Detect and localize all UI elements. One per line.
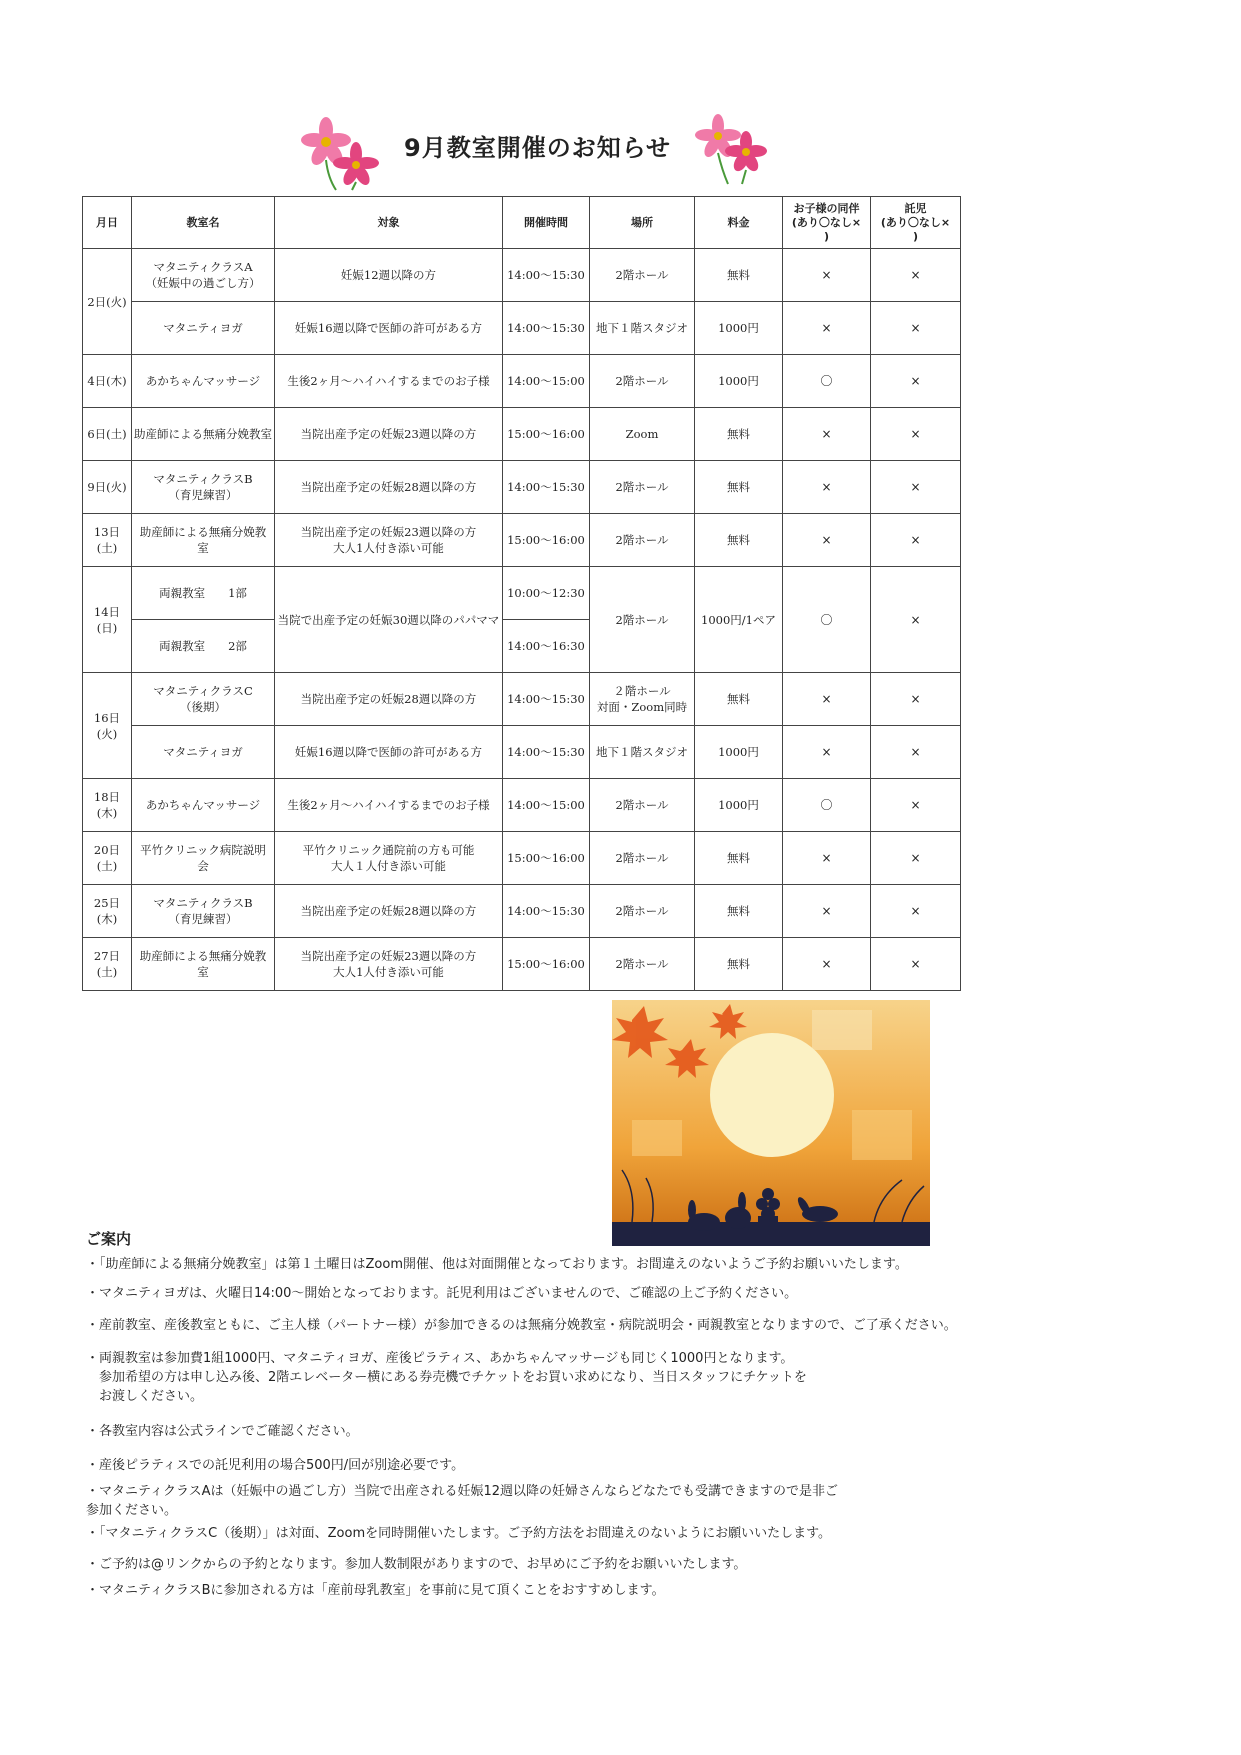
column-header: 月日 (83, 197, 132, 249)
class-name-cell: あかちゃんマッサージ (132, 779, 275, 832)
autumn-moon-illustration (612, 1000, 930, 1246)
target-cell: 生後2ヶ月～ハイハイするまでのお子様 (275, 355, 503, 408)
child-cell: × (783, 938, 871, 991)
place-cell: 2階ホール (590, 514, 695, 567)
class-name-cell: マタニティクラスB （育児練習） (132, 885, 275, 938)
page-title: 9月教室開催のお知らせ (404, 134, 671, 162)
cosmos-flower-right-icon (692, 108, 772, 188)
fee-cell: 無料 (695, 673, 783, 726)
fee-cell: 無料 (695, 938, 783, 991)
table-row (83, 567, 961, 620)
time-cell: 14:00～15:30 (503, 673, 590, 726)
column-header: 開催時間 (503, 197, 590, 249)
place-cell: 2階ホール (590, 355, 695, 408)
note-item: ・両親教室は参加費1組1000円、マタニティヨガ、産後ピラティス、あかちゃんマッサージも同じく1000円となります。 参加希望の方は申し込み後、2階エレベーター横にある券売機でチケットをお買い求めになり、当日スタッフにチケットを お渡しください。 (86, 1351, 807, 1404)
time-cell: 14:00～15:30 (503, 302, 590, 355)
child-cell: × (783, 514, 871, 567)
place-cell: 2階ホール (590, 832, 695, 885)
childcare-cell: × (871, 832, 961, 885)
childcare-cell: × (871, 514, 961, 567)
target-cell: 妊娠16週以降で医師の許可がある方 (275, 726, 503, 779)
class-name-cell: マタニティヨガ (132, 302, 275, 355)
target-cell: 当院出産予定の妊娠28週以降の方 (275, 673, 503, 726)
table-row (83, 885, 961, 938)
column-header: 料金 (695, 197, 783, 249)
childcare-cell: × (871, 938, 961, 991)
table-row (83, 779, 961, 832)
date-cell: 2日(火) (83, 249, 132, 355)
place-cell: 地下１階スタジオ (590, 726, 695, 779)
target-cell: 当院で出産予定の妊娠30週以降のパパママ (275, 567, 503, 673)
fee-cell: 無料 (695, 885, 783, 938)
cosmos-flower-left-icon (296, 112, 386, 192)
target-cell: 妊娠12週以降の方 (275, 249, 503, 302)
fee-cell: 1000円 (695, 779, 783, 832)
target-cell: 当院出産予定の妊娠28週以降の方 (275, 461, 503, 514)
note-item: ・「マタニティクラスC（後期）」は対面、Zoomを同時開催いたします。ご予約方法をお間違えのないようにお願いいたします。 (86, 1526, 832, 1541)
column-header: 託児 (あり〇なし× ) (871, 197, 961, 249)
place-cell: 2階ホール (590, 567, 695, 673)
childcare-cell: × (871, 885, 961, 938)
fee-cell: 無料 (695, 832, 783, 885)
time-cell: 14:00～15:00 (503, 779, 590, 832)
child-cell: × (783, 408, 871, 461)
table-row (83, 514, 961, 567)
table-row (83, 355, 961, 408)
place-cell: 2階ホール (590, 461, 695, 514)
childcare-cell: × (871, 673, 961, 726)
place-cell: 2階ホール (590, 249, 695, 302)
table-row (83, 249, 961, 302)
time-cell: 14:00～15:30 (503, 726, 590, 779)
note-item: ・産後ピラティスでの託児利用の場合500円/回が別途必要です。 (86, 1458, 465, 1473)
class-name-cell: マタニティクラスA （妊娠中の過ごし方） (132, 249, 275, 302)
class-name-cell: マタニティヨガ (132, 726, 275, 779)
column-header: お子様の同伴 (あり〇なし× ) (783, 197, 871, 249)
time-cell: 15:00～16:00 (503, 514, 590, 567)
table-row (83, 673, 961, 726)
notes-section (86, 1228, 1206, 1600)
note-item: ・ご予約は@リンクからの予約となります。参加人数制限がありますので、お早めにご予約をお願いいたします。 (86, 1557, 747, 1572)
childcare-cell: × (871, 249, 961, 302)
time-cell: 14:00～15:30 (503, 249, 590, 302)
note-item: ・「助産師による無痛分娩教室」は第１土曜日はZoom開催、他は対面開催となっております。お間違えのないようご予約お願いいたします。 (86, 1257, 908, 1272)
target-cell: 当院出産予定の妊娠23週以降の方 大人1人付き添い可能 (275, 938, 503, 991)
fee-cell: 無料 (695, 249, 783, 302)
child-cell: × (783, 461, 871, 514)
target-cell: 当院出産予定の妊娠23週以降の方 (275, 408, 503, 461)
date-cell: 18日(木) (83, 779, 132, 832)
column-header: 場所 (590, 197, 695, 249)
class-name-cell: 両親教室 1部 (132, 567, 275, 620)
child-cell: × (783, 726, 871, 779)
note-item: ・各教室内容は公式ラインでご確認ください。 (86, 1424, 359, 1439)
childcare-cell: × (871, 461, 961, 514)
notes-heading: ご案内 (86, 1230, 132, 1248)
date-cell: 14日(日) (83, 567, 132, 673)
childcare-cell: × (871, 408, 961, 461)
date-cell: 27日(土) (83, 938, 132, 991)
class-name-cell: 平竹クリニック病院説明 会 (132, 832, 275, 885)
table-row (83, 726, 961, 779)
target-cell: 当院出産予定の妊娠23週以降の方 大人1人付き添い可能 (275, 514, 503, 567)
table-row (83, 832, 961, 885)
class-name-cell: 助産師による無痛分娩教 室 (132, 938, 275, 991)
fee-cell: 無料 (695, 461, 783, 514)
class-name-cell: あかちゃんマッサージ (132, 355, 275, 408)
place-cell: 2階ホール (590, 885, 695, 938)
class-name-cell: 両親教室 2部 (132, 620, 275, 673)
time-cell: 14:00～15:30 (503, 885, 590, 938)
table-row (83, 938, 961, 991)
target-cell: 当院出産予定の妊娠28週以降の方 (275, 885, 503, 938)
child-cell: 〇 (783, 567, 871, 673)
class-name-cell: マタニティクラスC （後期） (132, 673, 275, 726)
place-cell: 2階ホール (590, 938, 695, 991)
table-row (83, 408, 961, 461)
time-cell: 14:00～16:30 (503, 620, 590, 673)
table-row (83, 461, 961, 514)
fee-cell: 無料 (695, 514, 783, 567)
class-name-cell: 助産師による無痛分娩教室 (132, 408, 275, 461)
childcare-cell: × (871, 567, 961, 673)
column-header: 教室名 (132, 197, 275, 249)
column-header: 対象 (275, 197, 503, 249)
date-cell: 16日(火) (83, 673, 132, 779)
child-cell: × (783, 249, 871, 302)
fee-cell: 1000円 (695, 355, 783, 408)
time-cell: 10:00～12:30 (503, 567, 590, 620)
childcare-cell: × (871, 302, 961, 355)
place-cell: 地下１階スタジオ (590, 302, 695, 355)
date-cell: 20日(土) (83, 832, 132, 885)
child-cell: × (783, 302, 871, 355)
note-item: ・マタニティクラスBに参加される方は「産前母乳教室」を事前に見て頂くことをおすすめします。 (86, 1583, 665, 1598)
time-cell: 15:00～16:00 (503, 408, 590, 461)
time-cell: 14:00～15:00 (503, 355, 590, 408)
date-cell: 13日(土) (83, 514, 132, 567)
child-cell: 〇 (783, 779, 871, 832)
childcare-cell: × (871, 779, 961, 832)
fee-cell: 1000円 (695, 302, 783, 355)
note-item: ・産前教室、産後教室ともに、ご主人様（パートナー様）が参加できるのは無痛分娩教室・病院説明会・両親教室となりますので、ご了承ください。 (86, 1318, 957, 1333)
child-cell: × (783, 673, 871, 726)
class-name-cell: 助産師による無痛分娩教 室 (132, 514, 275, 567)
date-cell: 25日(木) (83, 885, 132, 938)
place-cell: ２階ホール 対面・Zoom同時 (590, 673, 695, 726)
target-cell: 生後2ヶ月～ハイハイするまでのお子様 (275, 779, 503, 832)
place-cell: Zoom (590, 408, 695, 461)
date-cell: 9日(火) (83, 461, 132, 514)
note-item: ・マタニティクラスAは（妊娠中の過ごし方）当院で出産される妊娠12週以降の妊婦さんならどなたでも受講できますので是非ご 参加ください。 (86, 1484, 839, 1518)
child-cell: × (783, 885, 871, 938)
childcare-cell: × (871, 355, 961, 408)
table-header-row (83, 197, 961, 249)
childcare-cell: × (871, 726, 961, 779)
place-cell: 2階ホール (590, 779, 695, 832)
time-cell: 15:00～16:00 (503, 832, 590, 885)
time-cell: 15:00～16:00 (503, 938, 590, 991)
schedule-table (82, 196, 961, 991)
target-cell: 妊娠16週以降で医師の許可がある方 (275, 302, 503, 355)
class-name-cell: マタニティクラスB （育児練習） (132, 461, 275, 514)
table-row (83, 302, 961, 355)
date-cell: 4日(木) (83, 355, 132, 408)
child-cell: 〇 (783, 355, 871, 408)
fee-cell: 無料 (695, 408, 783, 461)
child-cell: × (783, 832, 871, 885)
time-cell: 14:00～15:30 (503, 461, 590, 514)
fee-cell: 1000円/1ペア (695, 567, 783, 673)
target-cell: 平竹クリニック通院前の方も可能 大人１人付き添い可能 (275, 832, 503, 885)
fee-cell: 1000円 (695, 726, 783, 779)
date-cell: 6日(土) (83, 408, 132, 461)
note-item: ・マタニティヨガは、火曜日14:00～開始となっております。託児利用はございませんので、ご確認の上ご予約ください。 (86, 1286, 798, 1301)
